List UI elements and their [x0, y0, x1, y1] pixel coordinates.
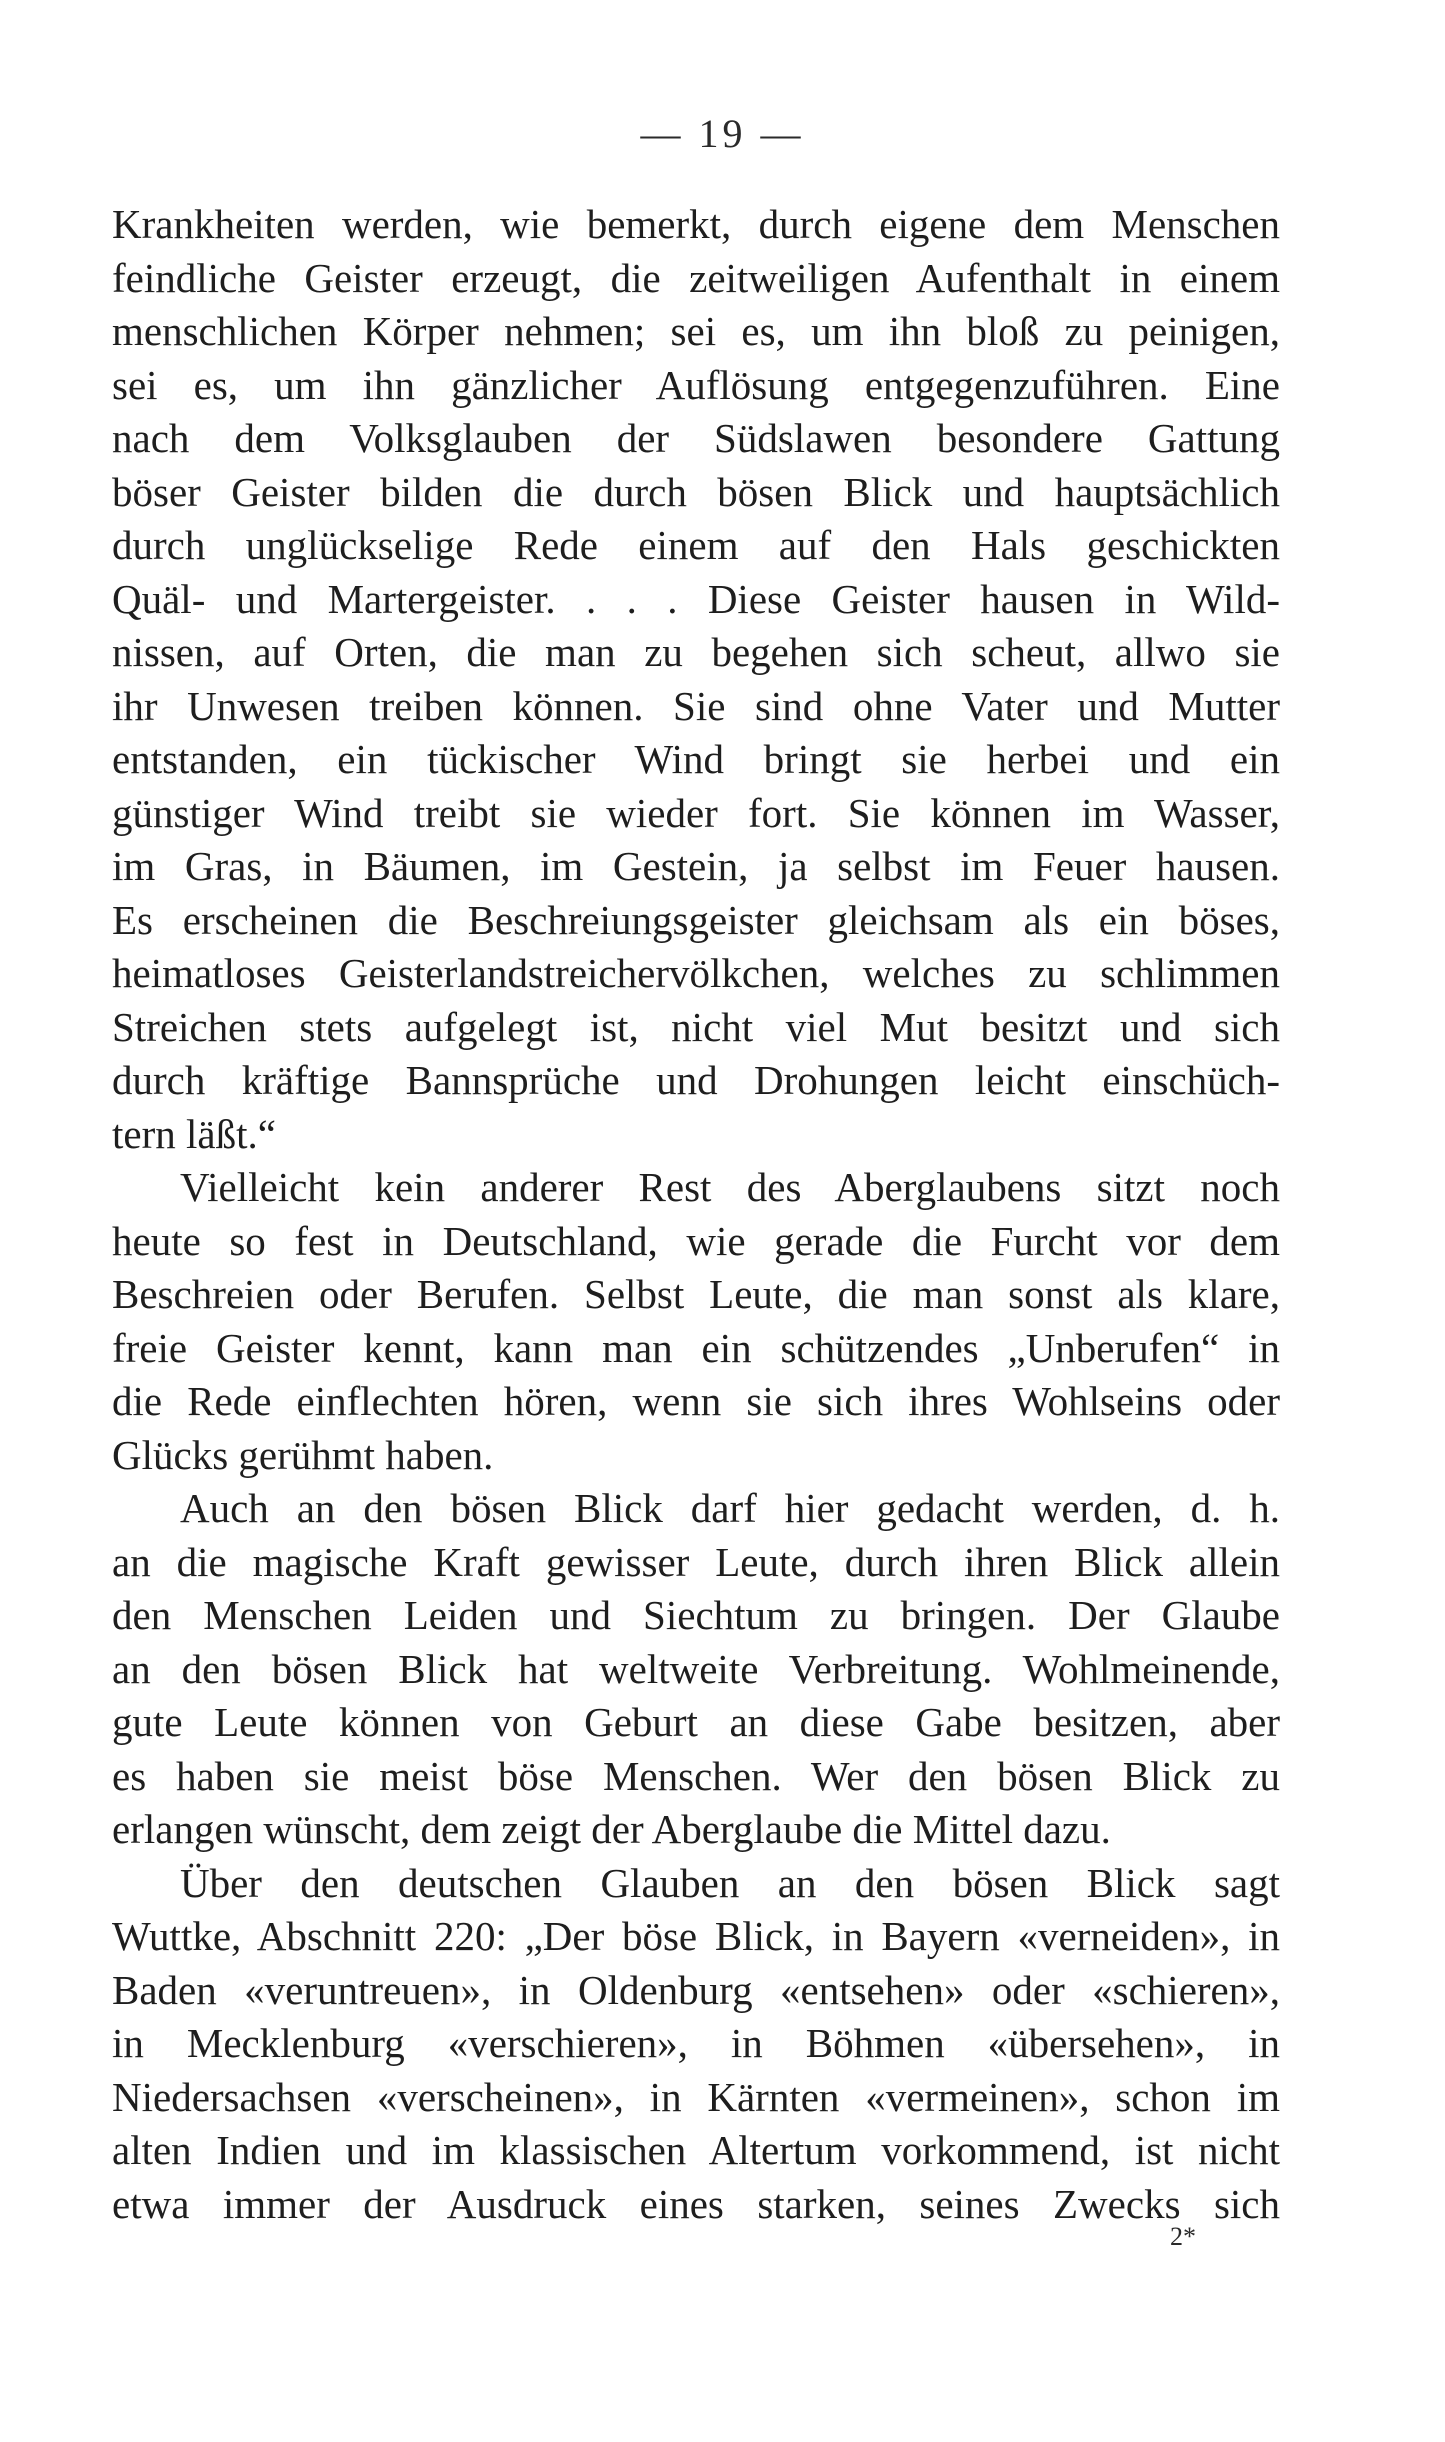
text-line: erlangen wünscht, dem zeigt der Aberglaube die Mittel dazu.	[112, 1806, 1111, 1852]
text-line: menschlichen Körper nehmen; sei es, um ihn bloß zu peinigen,	[112, 308, 1280, 354]
text-line: Streichen stets aufgelegt ist, nicht viel Mut besitzt und sich	[112, 1003, 1280, 1050]
text-line: es haben sie meist böse Menschen. Wer den bösen Blick zu	[112, 1752, 1280, 1799]
text-line: durch unglückselige Rede einem auf den Hals geschickten	[112, 522, 1280, 568]
text-line: sei es, um ihn gänzlicher Auflösung entgegenzuführen. Eine	[112, 361, 1280, 408]
text-line: feindliche Geister erzeugt, die zeitweiligen Aufenthalt in einem	[112, 254, 1280, 301]
text-line: entstanden, ein tückischer Wind bringt sie herbei und ein	[112, 736, 1280, 782]
text-line: gute Leute können von Geburt an diese Gabe besitzen, aber	[112, 1699, 1280, 1745]
text-line: freie Geister kennt, kann man ein schützendes „Unberufen“ in	[112, 1324, 1280, 1371]
signature-mark: 2*	[1170, 2222, 1196, 2251]
text-line: Quäl- und Martergeister. . . . Diese Geister hausen in Wild-	[112, 575, 1280, 622]
text-line: Krankheiten werden, wie bemerkt, durch eigene dem Menschen	[112, 201, 1280, 247]
text-line: Glücks gerühmt haben.	[112, 1431, 494, 1478]
text-line: böser Geister bilden die durch bösen Blick und hauptsächlich	[112, 468, 1280, 515]
text-line: im Gras, in Bäumen, im Gestein, ja selbst im Feuer hausen.	[112, 843, 1280, 889]
text-line: Vielleicht kein anderer Rest des Aberglaubens sitzt noch	[180, 1164, 1280, 1210]
text-line: Auch an den bösen Blick darf hier gedacht werden, d. h.	[180, 1485, 1280, 1531]
text-line: etwa immer der Ausdruck eines starken, seines Zwecks sich	[112, 2180, 1280, 2227]
text-line: Über den deutschen Glauben an den bösen Blick sagt	[180, 1859, 1280, 1906]
body-text	[112, 198, 1280, 2231]
text-line: nach dem Volksglauben der Südslawen besondere Gattung	[112, 415, 1280, 461]
text-line: ihr Unwesen treiben können. Sie sind ohne Vater und Mutter	[112, 682, 1280, 729]
text-line: an die magische Kraft gewisser Leute, durch ihren Blick allein	[112, 1538, 1280, 1585]
text-line: in Mecklenburg «verschieren», in Böhmen «übersehen», in	[112, 2020, 1280, 2066]
text-line: die Rede einflechten hören, wenn sie sich ihres Wohlseins oder	[112, 1378, 1280, 1424]
text-line: heute so fest in Deutschland, wie gerade die Furcht vor dem	[112, 1217, 1280, 1264]
text-line: Beschreien oder Berufen. Selbst Leute, die man sonst als klare,	[112, 1271, 1280, 1317]
text-line: Niedersachsen «verscheinen», in Kärnten «vermeinen», schon im	[112, 2073, 1280, 2120]
text-line: heimatloses Geisterlandstreichervölkchen, welches zu schlimmen	[112, 950, 1280, 996]
text-line: an den bösen Blick hat weltweite Verbreitung. Wohlmeinende,	[112, 1645, 1280, 1692]
text-line: den Menschen Leiden und Siechtum zu bringen. Der Glaube	[112, 1592, 1280, 1638]
text-line: durch kräftige Bannsprüche und Drohungen leicht einschüch-	[112, 1057, 1280, 1103]
text-line: Es erscheinen die Beschreiungsgeister gleichsam als ein böses,	[112, 896, 1280, 943]
text-line: Baden «veruntreuen», in Oldenburg «entsehen» oder «schieren»,	[112, 1966, 1280, 2013]
text-line: günstiger Wind treibt sie wieder fort. Sie können im Wasser,	[112, 789, 1280, 836]
text-line: Wuttke, Abschnitt 220: „Der böse Blick, in Bayern «verneiden», in	[112, 1913, 1280, 1959]
page-number: — 19 —	[640, 111, 805, 156]
text-line: alten Indien und im klassischen Altertum vorkommend, ist nicht	[112, 2127, 1280, 2173]
text-line: tern läßt.“	[112, 1110, 276, 1157]
text-line: nissen, auf Orten, die man zu begehen sich scheut, allwo sie	[112, 629, 1280, 675]
